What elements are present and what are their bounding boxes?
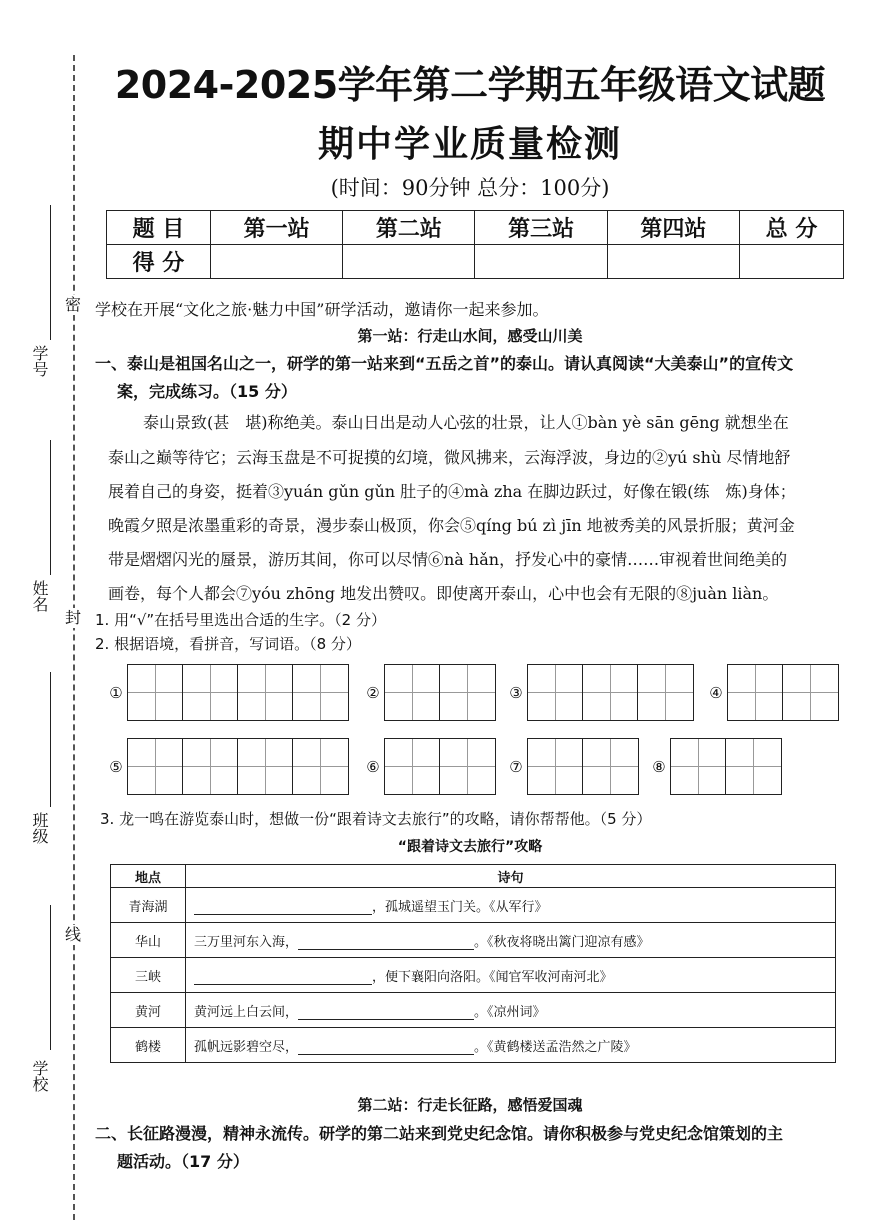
question2-heading	[95, 1120, 840, 1176]
grid-number: ③	[509, 683, 523, 702]
grid-number: ⑤	[109, 757, 123, 776]
poem-location: 黄河	[111, 993, 186, 1028]
table-row	[111, 993, 836, 1028]
writing-cell[interactable]	[440, 665, 495, 720]
score-cell[interactable]	[475, 245, 607, 279]
writing-cell[interactable]	[183, 739, 238, 794]
writing-cell[interactable]	[583, 739, 638, 794]
score-header-cell: 题 目	[107, 211, 211, 245]
score-header-cell: 第二站	[343, 211, 475, 245]
passage-line: 泰山景致(甚 堪)称绝美。泰山日出是动人心弦的壮景，让人①bàn yè sān gēng 就想坐在	[143, 413, 789, 432]
score-header-cell: 第四站	[607, 211, 739, 245]
writing-grid-5	[105, 738, 349, 795]
writing-cell[interactable]	[128, 739, 183, 794]
intro-text: 学校在开展“文化之旅·魅力中国”研学活动，邀请你一起来参加。	[95, 300, 549, 319]
name-label: 姓名	[30, 580, 49, 612]
score-cell[interactable]	[607, 245, 739, 279]
score-header-cell: 总 分	[740, 211, 844, 245]
guide-title: “跟着诗文去旅行”攻略	[397, 839, 543, 855]
score-row-label: 得 分	[107, 245, 211, 279]
writing-grid-3	[505, 664, 694, 721]
grid-number: ①	[109, 683, 123, 702]
verse-given: 三万里河东入海，	[194, 934, 299, 950]
table-row	[111, 888, 836, 923]
table-row	[111, 1028, 836, 1063]
writing-grid-4	[705, 664, 839, 721]
passage-line: 带是熠熠闪光的蜃景，游历其间，你可以尽情⑥nà hǎn，抒发心中的豪情……审视着世间绝美的	[108, 550, 788, 569]
binding-mark-feng: 封	[58, 608, 88, 628]
answer-blank[interactable]	[298, 1005, 474, 1020]
verse-given: 黄河远上白云间，	[194, 1004, 299, 1020]
exam-title: 2024-2025学年第二学期五年级语文试题	[114, 63, 826, 107]
name-line[interactable]	[50, 440, 51, 575]
verse-given: ，便下襄阳向洛阳。《闻官军收河南河北》	[372, 969, 613, 985]
poem-location: 鹤楼	[111, 1028, 186, 1063]
poem-location: 青海湖	[111, 888, 186, 923]
question2-line1: 二、长征路漫漫，精神永流传。研学的第二站来到党史纪念馆。请你积极参与党史纪念馆策划的主	[95, 1124, 784, 1143]
score-table	[106, 210, 844, 279]
subquestion-3: 3. 龙一鸣在游览泰山时，想做一份“跟着诗文去旅行”的攻略，请你帮帮他。（5 分）	[100, 810, 652, 828]
grid-number: ⑧	[652, 757, 666, 776]
writing-cell[interactable]	[528, 739, 583, 794]
binding-mark-xian: 线	[58, 925, 88, 945]
writing-cell[interactable]	[440, 739, 495, 794]
verse-given: ，孤城遥望玉门关。《从军行》	[372, 899, 548, 915]
poem-verse	[186, 923, 836, 958]
score-cell[interactable]	[740, 245, 844, 279]
writing-grid-7	[505, 738, 639, 795]
subquestion-2: 2. 根据语境，看拼音，写词语。（8 分）	[95, 635, 361, 653]
writing-cell[interactable]	[638, 665, 693, 720]
student-id-label: 学号	[30, 345, 49, 377]
class-label: 班级	[30, 812, 49, 844]
grid-number: ⑦	[509, 757, 523, 776]
class-line[interactable]	[50, 672, 51, 807]
score-header-cell: 第一站	[210, 211, 342, 245]
writing-grid-1	[105, 664, 349, 721]
question2-line2: 题活动。（17 分）	[117, 1152, 249, 1171]
grid-number: ⑥	[366, 757, 380, 776]
writing-cell[interactable]	[528, 665, 583, 720]
poem-location: 三峡	[111, 958, 186, 993]
answer-blank[interactable]	[298, 1040, 474, 1055]
writing-cell[interactable]	[238, 665, 293, 720]
poem-header-verse: 诗句	[186, 865, 836, 888]
score-header-cell: 第三站	[475, 211, 607, 245]
verse-given: 。《凉州词》	[474, 1004, 546, 1020]
answer-blank[interactable]	[194, 900, 372, 915]
grid-number: ④	[709, 683, 723, 702]
poem-table	[110, 864, 836, 1063]
writing-cell[interactable]	[183, 665, 238, 720]
answer-blank[interactable]	[298, 935, 474, 950]
poem-verse	[186, 993, 836, 1028]
writing-cell[interactable]	[293, 665, 348, 720]
school-label: 学校	[30, 1060, 49, 1092]
writing-cell[interactable]	[671, 739, 726, 794]
exam-time-score: (时间：90分钟 总分：100分)	[330, 176, 610, 200]
school-line[interactable]	[50, 905, 51, 1050]
writing-cell[interactable]	[385, 739, 440, 794]
poem-verse	[186, 888, 836, 923]
answer-blank[interactable]	[194, 970, 372, 985]
poem-verse	[186, 1028, 836, 1063]
grid-number: ②	[366, 683, 380, 702]
question1-heading	[95, 350, 840, 406]
passage-line: 晚霞夕照是浓墨重彩的奇景，漫步泰山极顶，你会⑤qíng bú zì jīn 地被秀美的风景折服；黄河金	[108, 516, 795, 535]
exam-subtitle: 期中学业质量检测	[317, 124, 622, 165]
poem-verse	[186, 958, 836, 993]
verse-given: 。《黄鹤楼送孟浩然之广陵》	[474, 1039, 637, 1055]
question1-line2: 案，完成练习。（15 分）	[117, 382, 297, 401]
station1-title: 第一站：行走山水间，感受山川美	[357, 327, 583, 345]
writing-cell[interactable]	[293, 739, 348, 794]
writing-grid-8	[648, 738, 782, 795]
verse-given: 。《秋夜将晓出篱门迎凉有感》	[474, 934, 650, 950]
poem-location: 华山	[111, 923, 186, 958]
writing-cell[interactable]	[726, 739, 781, 794]
student-id-line[interactable]	[50, 205, 51, 340]
table-row	[111, 958, 836, 993]
passage-line: 泰山之巅等待它；云海玉盘是不可捉摸的幻境，微风拂来，云海浮波，身边的②yú shù 尽情地舒	[108, 448, 791, 467]
binding-dashed-line	[73, 55, 75, 1220]
writing-grid-2	[362, 664, 496, 721]
writing-cell[interactable]	[238, 739, 293, 794]
station2-title: 第二站：行走长征路，感悟爱国魂	[357, 1096, 583, 1114]
binding-mark-mi: 密	[58, 295, 88, 315]
score-cell[interactable]	[343, 245, 475, 279]
passage-line: 展着自己的身姿，挺着③yuán gǔn gǔn 肚子的④mà zha 在脚边跃过，好像在锻(练 炼)身体；	[108, 482, 796, 501]
writing-cell[interactable]	[128, 665, 183, 720]
score-cell[interactable]	[210, 245, 342, 279]
writing-cell[interactable]	[783, 665, 838, 720]
subquestion-1: 1. 用“√”在括号里选出合适的生字。（2 分）	[95, 611, 386, 629]
writing-cell[interactable]	[728, 665, 783, 720]
writing-cell[interactable]	[583, 665, 638, 720]
table-row	[111, 923, 836, 958]
poem-header-location: 地点	[111, 865, 186, 888]
writing-cell[interactable]	[385, 665, 440, 720]
question1-line1: 一、泰山是祖国名山之一，研学的第一站来到“五岳之首”的泰山。请认真阅读“大美泰山”的宣传文	[95, 354, 794, 373]
writing-grid-6	[362, 738, 496, 795]
passage-line: 画卷，每个人都会⑦yóu zhōng 地发出赞叹。即使离开泰山，心中也会有无限的⑧juàn liàn。	[108, 584, 779, 603]
verse-given: 孤帆远影碧空尽，	[194, 1039, 299, 1055]
